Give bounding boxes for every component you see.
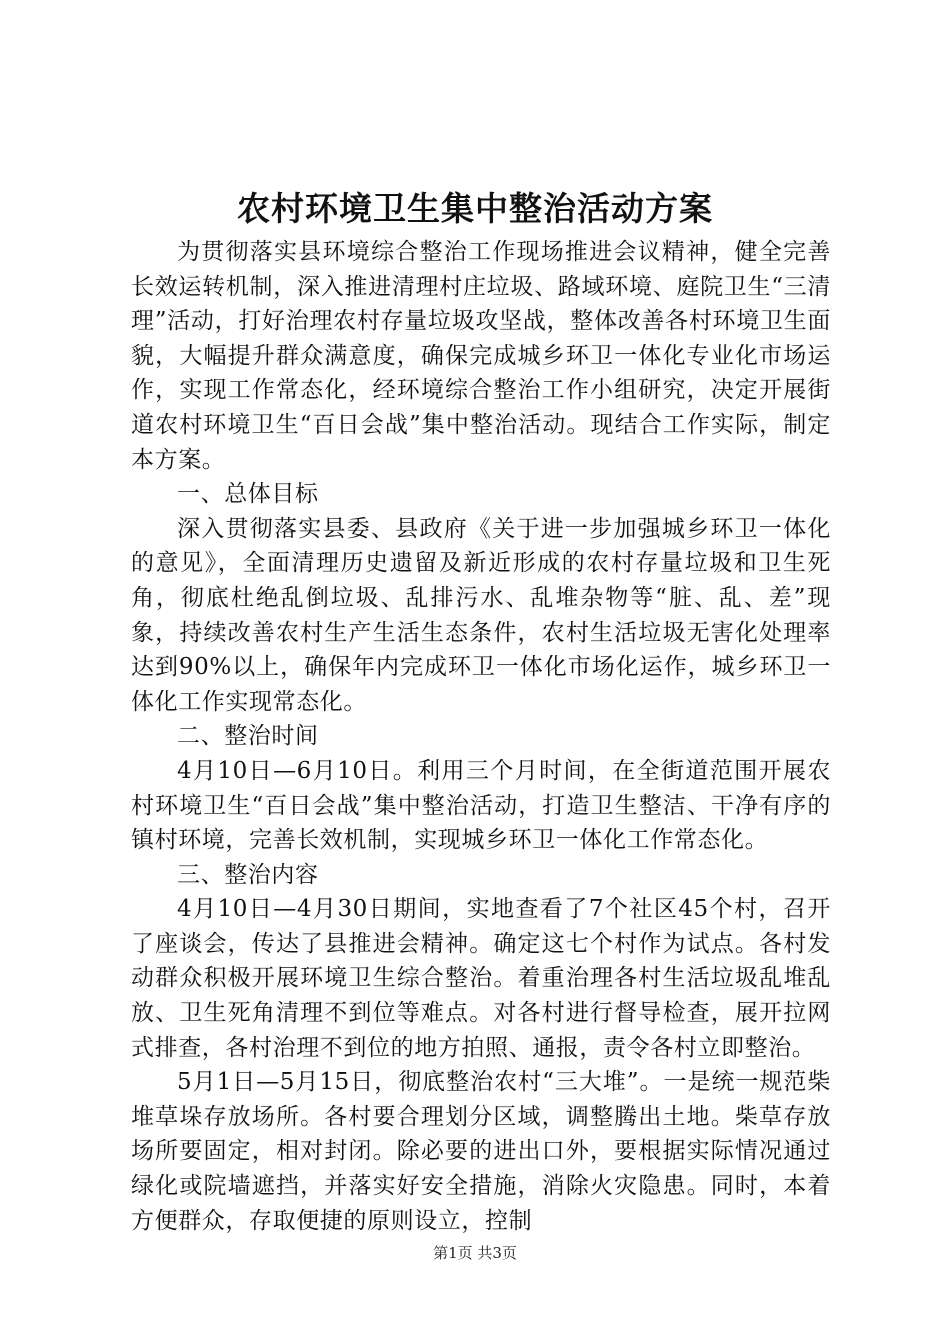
content-paragraph-may: 5月1日—5月15日，彻底整治农村“三大堆”。一是统一规范柴堆草垛存放场所。各村要合理划分区域，调整腾出土地。柴草存放场所要固定，相对封闭。除必要的进出口外，要根据实际情况通过绿化或院墙遮挡，并落实好安全措施，消除火灾隐患。同时，本着方便群众，存取便捷的原则设立，控制 — [131, 1069, 831, 1234]
section-heading-content: 三、整治内容 — [177, 861, 319, 888]
document-title: 农村环境卫生集中整治活动方案 — [237, 189, 713, 228]
overall-goal-paragraph: 深入贯彻落实县委、县政府《关于进一步加强城乡环卫一体化的意见》，全面清理历史遗留及新近形成的农村存量垃圾和卫生死角，彻底杜绝乱倒垃圾、乱排污水、乱堆杂物等“脏、乱、差”现象，持续改善农村生产生活生态条件，农村生活垃圾无害化处理率达到90%以上，确保年内完成环卫一体化市场化运作，城乡环卫一体化工作实现常态化。 — [131, 515, 831, 715]
section-heading-overall-goal: 一、总体目标 — [177, 481, 319, 508]
intro-paragraph: 为贯彻落实县环境综合整治工作现场推进会议精神，健全完善长效运转机制，深入推进清理村庄垃圾、路域环境、庭院卫生“三清理”活动，打好治理农村存量垃圾攻坚战，整体改善各村环境卫生面貌，大幅提升群众满意度，确保完成城乡环卫一体化专业化市场运作，实现工作常态化，经环境综合整治工作小组研究，决定开展街道农村环境卫生“百日会战”集中整治活动。现结合工作实际，制定本方案。 — [131, 239, 831, 473]
content-paragraph-april: 4月10日—4月30日期间，实地查看了7个社区45个村，召开了座谈会，传达了县推进会精神。确定这七个村作为试点。各村发动群众积极开展环境卫生综合整治。着重治理各村生活垃圾乱堆乱放、卫生死角清理不到位等难点。对各村进行督导检查，展开拉网式排查，各村治理不到位的地方拍照、通报，责令各村立即整治。 — [131, 896, 831, 1061]
page-footer: 第1页 共3页 — [433, 1244, 517, 1262]
schedule-paragraph: 4月10日—6月10日。利用三个月时间，在全街道范围开展农村环境卫生“百日会战”集中整治活动，打造卫生整洁、干净有序的镇村环境，完善长效机制，实现城乡环卫一体化工作常态化。 — [131, 757, 831, 854]
section-heading-schedule: 二、整治时间 — [177, 723, 319, 750]
document-body — [131, 235, 831, 1238]
